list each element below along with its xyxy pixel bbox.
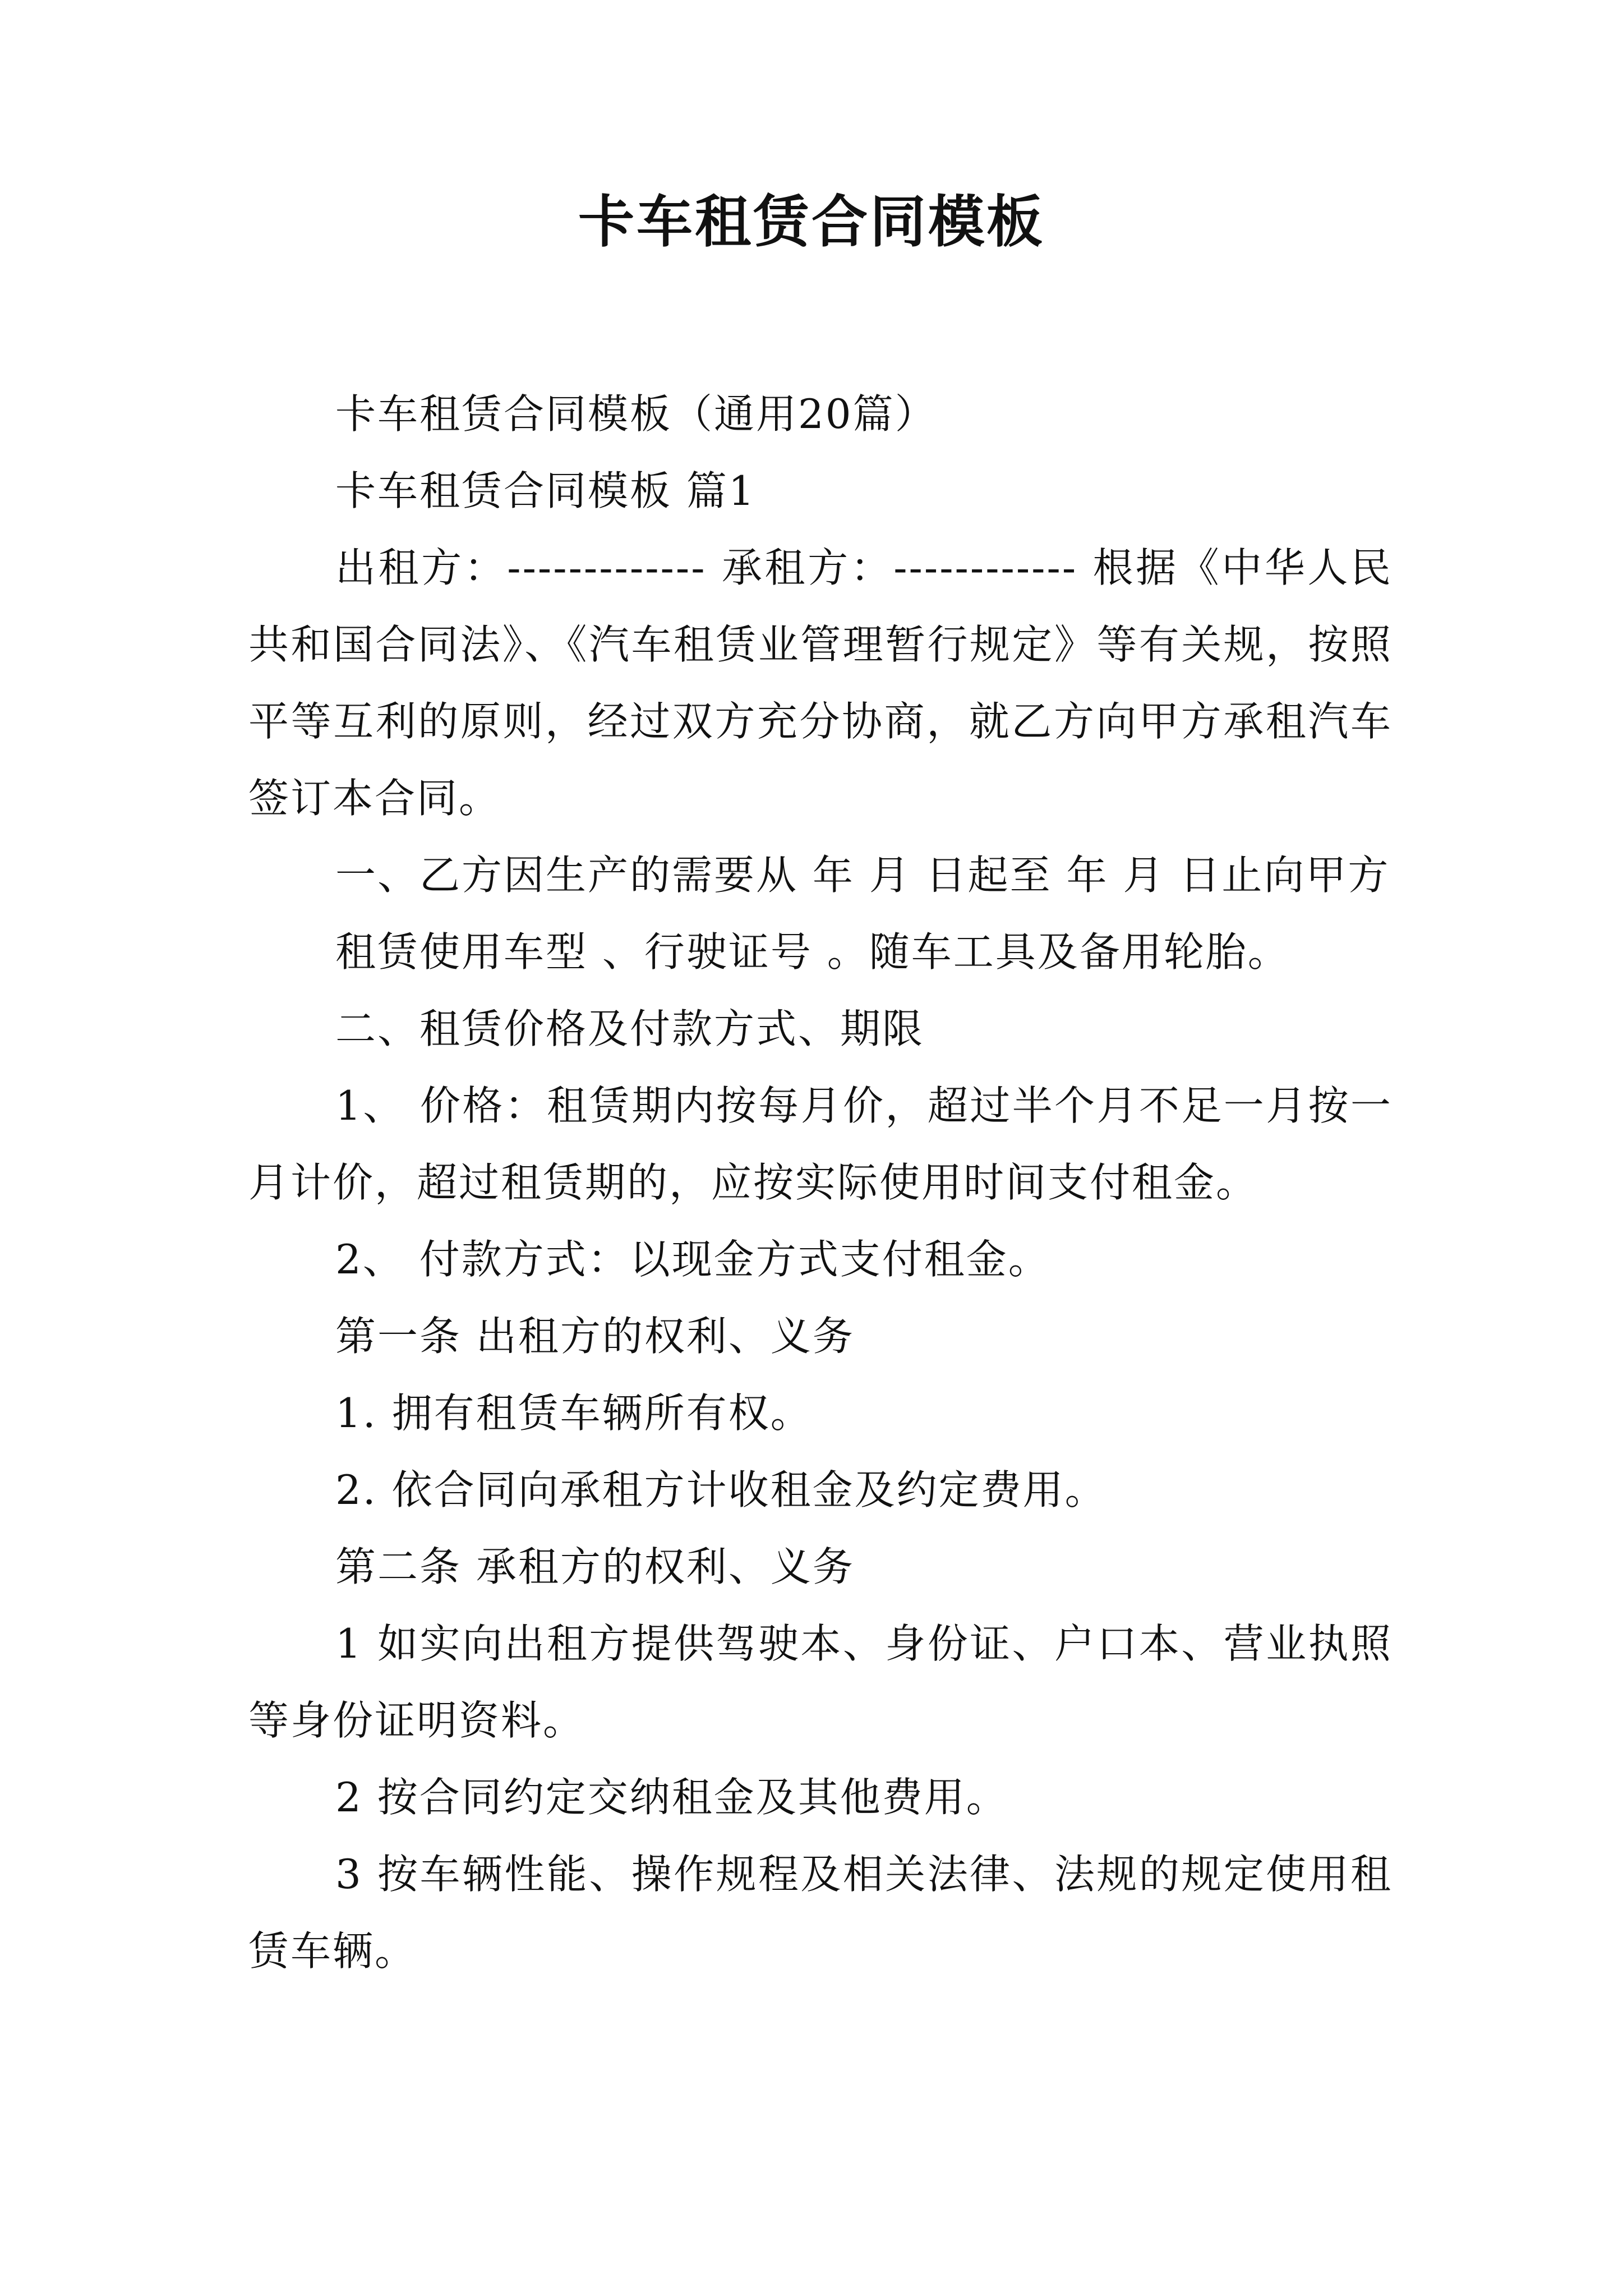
paragraph-article-1-item-2: 2. 依合同向承租方计收租金及约定费用。 xyxy=(335,1466,1107,1513)
paragraph-article-2-item-3: 3 按车辆性能、操作规程及相关法律、法规的规定使用租赁车辆。 xyxy=(248,1851,1393,1975)
paragraph-clause-1-vehicle: 租赁使用车型 、行驶证号 。随车工具及备用轮胎。 xyxy=(335,928,1290,976)
paragraph-article-2-item-1: 1 如实向出租方提供驾驶本、身份证、户口本、营业执照等身份证明资料。 xyxy=(248,1620,1393,1744)
document-body xyxy=(248,376,1393,1990)
paragraph-clause-1: 一、乙方因生产的需要从 年 月 日起至 年 月 日止向甲方 xyxy=(335,852,1390,899)
paragraph-article-2-item-2: 2 按合同约定交纳租金及其他费用。 xyxy=(335,1774,1008,1821)
paragraph-parties: 出租方：------------- 承租方：------------ 根据《中华人民共和国合同法》、《汽车租赁业管理暂行规定》等有关规，按照平等互利的原则，经过双方充分协商，就乙方向甲方承租汽车签订本合同。 xyxy=(248,544,1393,822)
paragraph-article-1-item-1: 1. 拥有租赁车辆所有权。 xyxy=(335,1389,813,1437)
paragraph-clause-2-heading: 二、租赁价格及付款方式、期限 xyxy=(335,1005,925,1052)
paragraph-article-1-heading: 第一条 出租方的权利、义务 xyxy=(335,1313,855,1360)
paragraph-payment: 2、 付款方式：以现金方式支付租金。 xyxy=(335,1236,1050,1283)
paragraph-subtitle: 卡车租赁合同模板（通用20篇） xyxy=(335,390,937,438)
paragraph-section-heading: 卡车租赁合同模板 篇1 xyxy=(335,467,756,514)
paragraph-price: 1、 价格：租赁期内按每月价，超过半个月不足一月按一月计价，超过租赁期的，应按实际使用时间支付租金。 xyxy=(248,1082,1393,1206)
paragraph-article-2-heading: 第二条 承租方的权利、义务 xyxy=(335,1543,855,1590)
document-title: 卡车租赁合同模板 xyxy=(578,188,1045,255)
